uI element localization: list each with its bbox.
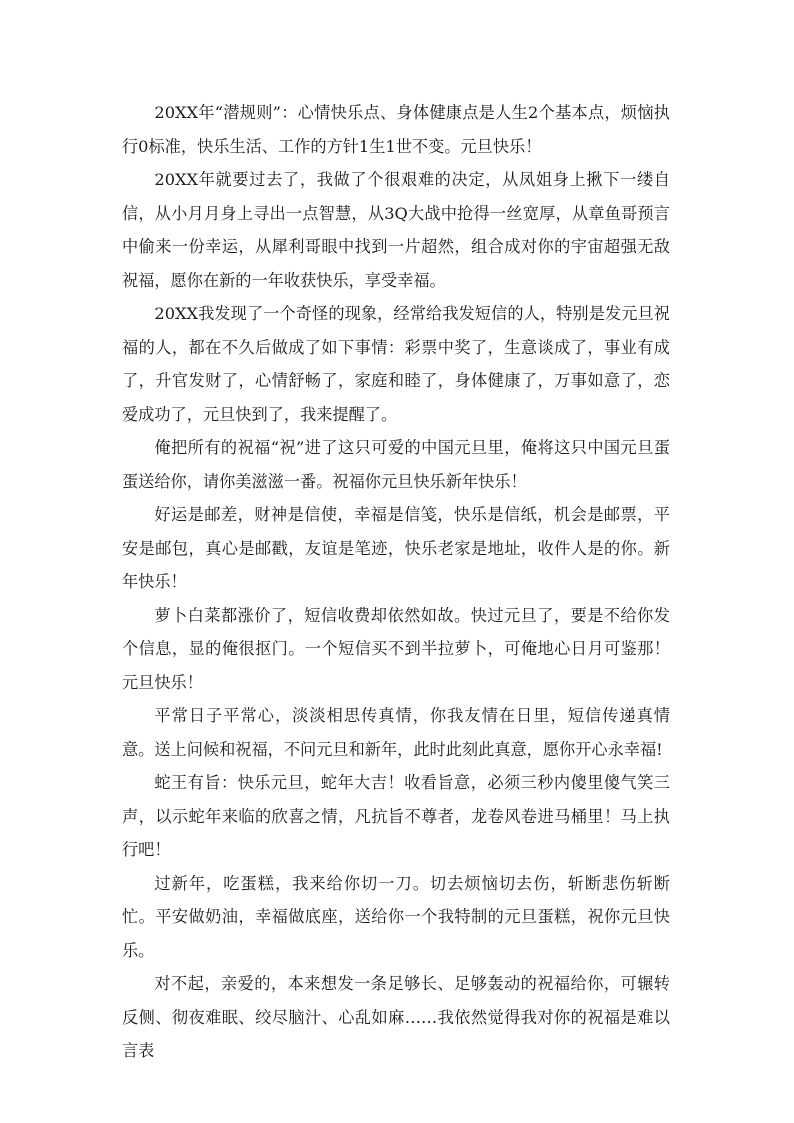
- paragraph: 过新年，吃蛋糕，我来给你切一刀。切去烦恼切去伤，斩断悲伤斩断忙。平安做奶油，幸福做底座，送给你一个我特制的元旦蛋糕，祝你元旦快乐。: [122, 873, 670, 960]
- paragraph: 萝卜白菜都涨价了，短信收费却依然如故。快过元旦了，要是不给你发个信息，显的俺很抠门。一个短信买不到半拉萝卜，可俺地心日月可鉴那！元旦快乐！: [122, 605, 670, 692]
- paragraph: 20XX年“潜规则”：心情快乐点、身体健康点是人生2个基本点，烦恼执行0标准，快乐生活、工作的方针1生1世不变。元旦快乐！: [122, 103, 670, 156]
- document-body: [122, 96, 670, 1068]
- paragraph: 对不起，亲爱的，本来想发一条足够长、足够轰动的祝福给你，可辗转反侧、彻夜难眠、绞尽脑汁、心乱如麻……我依然觉得我对你的祝福是难以言表: [122, 974, 670, 1060]
- paragraph: 20XX年就要过去了，我做了个很艰难的决定，从凤姐身上揪下一缕自信，从小月月身上寻出一点智慧，从3Q大战中抢得一丝宽厚，从章鱼哥预言中偷来一份幸运，从犀利哥眼中找到一片超然，组合成对你的宇宙超强无敌祝福，愿你在新的一年收获快乐，享受幸福。: [122, 170, 670, 290]
- paragraph: 蛇王有旨：快乐元旦，蛇年大吉！收看旨意，必须三秒内傻里傻气笑三声，以示蛇年来临的欣喜之情，凡抗旨不尊者，龙卷风卷进马桶里！马上执行吧！: [122, 773, 670, 859]
- paragraph: 平常日子平常心，淡淡相思传真情，你我友情在日里，短信传递真情意。送上问候和祝福，不问元旦和新年，此时此刻此真意，愿你开心永幸福!: [122, 706, 670, 759]
- paragraph: 俺把所有的祝福“祝”进了这只可爱的中国元旦里，俺将这只中国元旦蛋蛋送给你，请你美滋滋一番。祝福你元旦快乐新年快乐！: [122, 438, 670, 491]
- paragraph: 好运是邮差，财神是信使，幸福是信笺，快乐是信纸，机会是邮票，平安是邮包，真心是邮戳，友谊是笔迹，快乐老家是地址，收件人是的你。新年快乐！: [122, 505, 670, 591]
- paragraph: 20XX我发现了一个奇怪的现象，经常给我发短信的人，特别是发元旦祝福的人，都在不久后做成了如下事情：彩票中奖了，生意谈成了，事业有成了，升官发财了，心情舒畅了，家庭和睦了，身体健康了，万事如意了，恋爱成功了，元旦快到了，我来提醒了。: [122, 304, 670, 424]
